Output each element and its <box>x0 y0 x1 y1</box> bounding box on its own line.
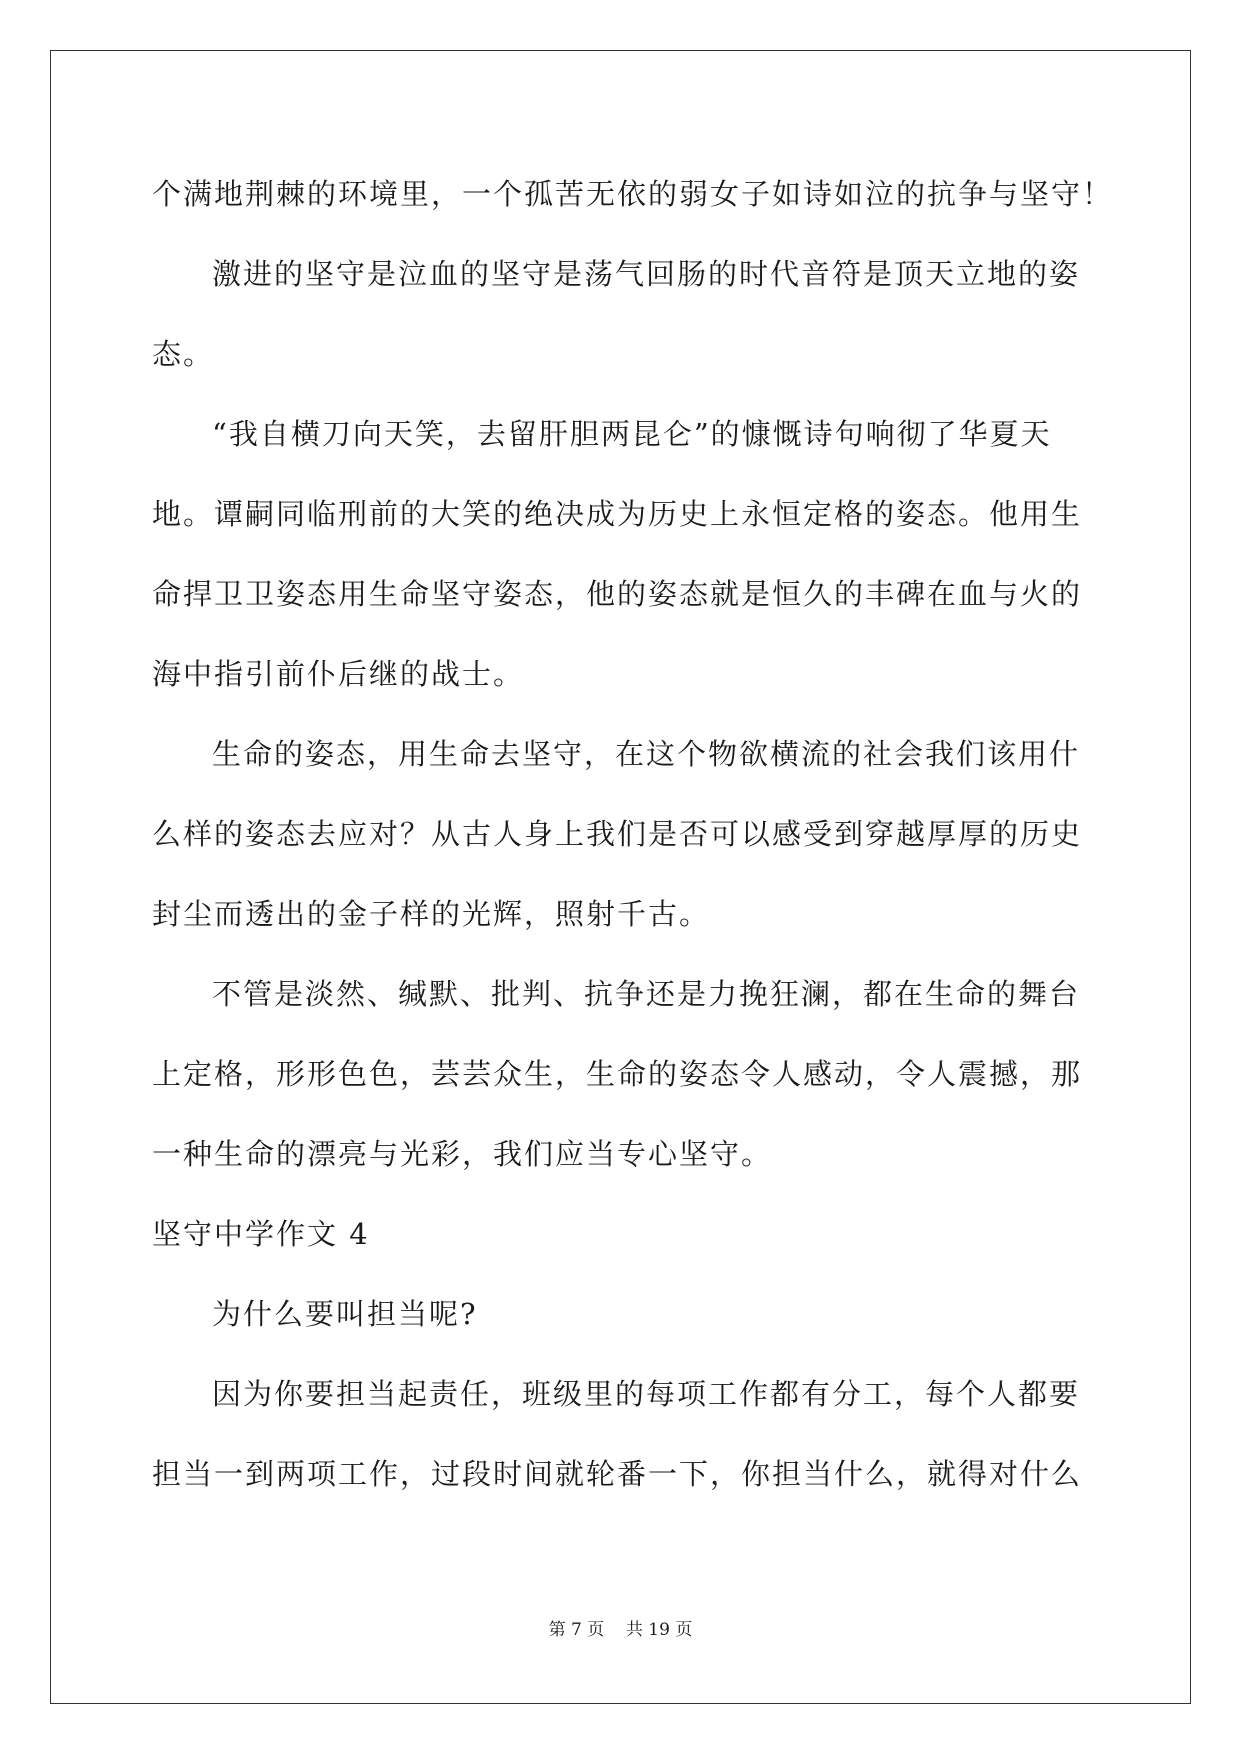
page-footer <box>0 1618 1241 1642</box>
text-line: 生命的姿态，用生命去坚守，在这个物欲横流的社会我们该用什 <box>212 737 1081 771</box>
text-line: 因为你要担当起责任，班级里的每项工作都有分工，每个人都要 <box>212 1377 1081 1411</box>
text-line: 态。 <box>152 337 215 371</box>
text-line: 个满地荆棘的环境里，一个孤苦无依的弱女子如诗如泣的抗争与坚守！ <box>152 177 1114 211</box>
section-heading: 坚守中学作文 4 <box>152 1217 370 1251</box>
text-line: 封尘而透出的金子样的光辉，照射千古。 <box>152 897 711 931</box>
text-line: 命捍卫卫姿态用生命坚守姿态，他的姿态就是恒久的丰碑在血与火的 <box>152 577 1083 611</box>
text-line: 一种生命的漂亮与光彩，我们应当专心坚守。 <box>152 1137 773 1171</box>
text-line: 海中指引前仆后继的战士。 <box>152 657 525 691</box>
text-line: 地。谭嗣同临刑前的大笑的绝决成为历史上永恒定格的姿态。他用生 <box>152 497 1083 531</box>
page-number: 第 7 页 <box>548 1620 605 1640</box>
text-line: 么样的姿态去应对？从古人身上我们是否可以感受到穿越厚厚的历史 <box>152 817 1083 851</box>
page-total: 共 19 页 <box>625 1620 693 1640</box>
text-line: 上定格，形形色色，芸芸众生，生命的姿态令人感动，令人震撼，那 <box>152 1057 1083 1091</box>
text-line: 担当一到两项工作，过段时间就轮番一下，你担当什么，就得对什么 <box>152 1457 1083 1491</box>
text-line: “我自横刀向天笑，去留肝胆两昆仑”的慷慨诗句响彻了华夏天 <box>212 417 1052 451</box>
text-line: 激进的坚守是泣血的坚守是荡气回肠的时代音符是顶天立地的姿 <box>212 257 1081 291</box>
text-line: 为什么要叫担当呢? <box>212 1297 478 1331</box>
text-line: 不管是淡然、缄默、批判、抗争还是力挽狂澜，都在生命的舞台 <box>212 977 1081 1011</box>
footer-gap <box>604 1620 626 1640</box>
